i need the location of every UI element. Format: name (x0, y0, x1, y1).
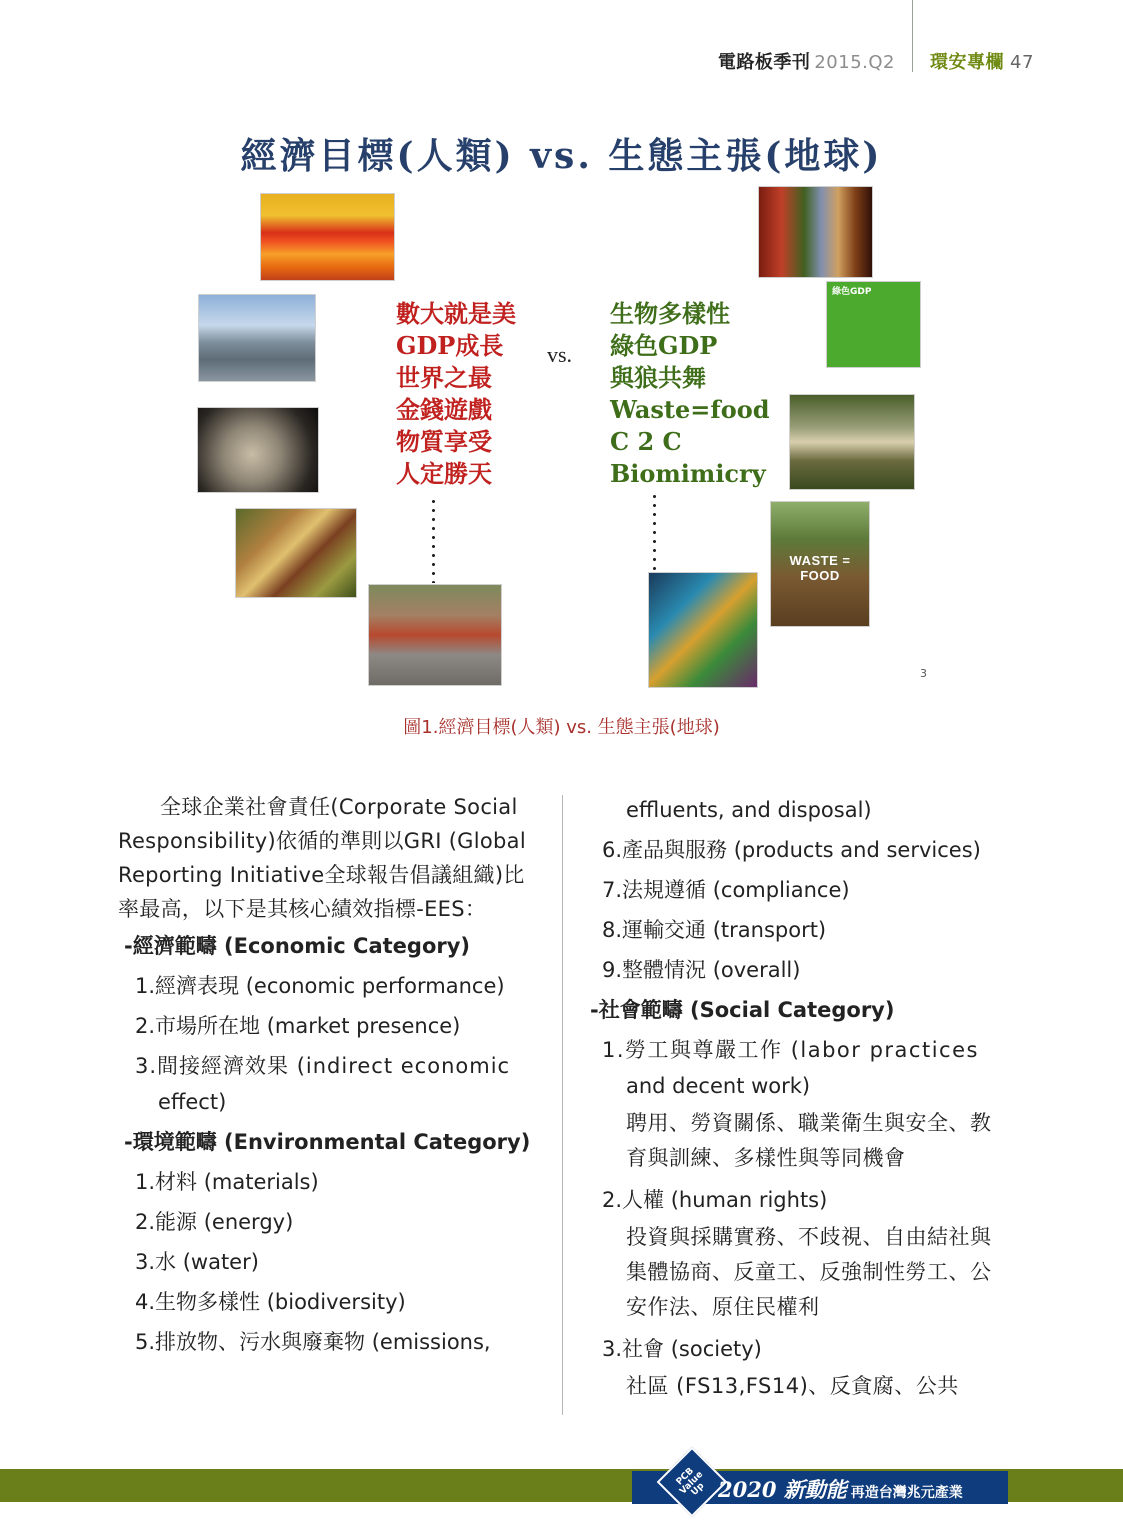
economic-heading: -經濟範疇 (Economic Category) (124, 934, 471, 958)
economic-item: 1.經濟表現 (economic performance) (135, 974, 505, 998)
flower-field-photo (260, 193, 395, 281)
figure-title: 經濟目標(人類) vs. 生態主張(地球) (240, 135, 883, 177)
economy-item: 金錢遊戲 (396, 395, 492, 424)
economic-item-continued: effect) (158, 1090, 227, 1114)
header-divider (912, 0, 913, 72)
environmental-item: 1.材料 (materials) (135, 1170, 319, 1194)
economy-dotted-connector (432, 497, 435, 583)
money-bags-photo (197, 407, 319, 493)
right-column (590, 790, 1005, 1408)
economy-item: 人定勝天 (396, 459, 492, 488)
economic-item: 2.市場所在地 (market presence) (135, 1014, 461, 1038)
intro-paragraph: 全球企業社會責任(Corporate Social Responsibility)依循的準則以GRI (Global Reporting Initiative全球報告倡議組織)比率最高，以下是其核心績效指標-EES： (118, 795, 526, 921)
vs-label: vs. (547, 342, 573, 367)
magazine-title: 電路板季刊 (717, 52, 811, 73)
economy-item: 世界之最 (396, 363, 492, 392)
social-item: 2.人權 (human rights) (602, 1188, 828, 1212)
magazine-name (718, 48, 895, 74)
environmental-item: 4.生物多樣性 (biodiversity) (135, 1290, 406, 1314)
environmental-item: 6.產品與服務 (products and services) (602, 838, 981, 862)
ecology-item: Biomimicry (610, 459, 766, 488)
fallingwater-house-photo (789, 394, 915, 490)
ecology-item: C 2 C (610, 427, 682, 456)
banquet-food-photo (235, 508, 357, 598)
footer-slogan-main: 2020 新動能 (718, 1477, 847, 1502)
footer-slogan (718, 1474, 963, 1504)
environmental-item: 9.整體情況 (overall) (602, 958, 801, 982)
ecology-item: 生物多樣性 (610, 299, 730, 328)
social-heading: -社會範疇 (Social Category) (590, 998, 895, 1022)
pcb-logo-text: PCB Value Up (674, 1466, 707, 1498)
ecology-item: 綠色GDP (610, 331, 718, 360)
economy-item: 物質享受 (396, 427, 492, 456)
environmental-item-continued: effluents, and disposal) (626, 798, 872, 822)
issue-number: 2015.Q2 (814, 52, 895, 73)
column-name: 環安專欄 (930, 52, 1004, 73)
economic-item: 3.間接經濟效果 (indirect economic (135, 1054, 511, 1078)
collapsed-building-photo (368, 584, 502, 686)
environmental-item: 5.排放物、污水與廢棄物 (emissions, (135, 1330, 491, 1354)
biomimicry-collage-photo (648, 572, 758, 688)
social-item-detail: 社區 (FS13,FS14)、反貪腐、公共 (626, 1374, 959, 1398)
ecology-item: Waste=food (610, 395, 770, 424)
social-item-detail: 投資與採購實務、不歧視、自由結社與集體協商、反童工、反強制性勞工、公安作法、原住民權利 (626, 1225, 992, 1319)
ecology-dotted-connector (653, 492, 656, 572)
ecology-goals-list (610, 298, 770, 490)
environmental-item: 7.法規遵循 (compliance) (602, 878, 850, 902)
economy-item: 數大就是美 (396, 299, 516, 328)
ecology-item: 與狼共舞 (610, 363, 706, 392)
city-skyline-photo (198, 294, 316, 382)
environmental-heading: -環境範疇 (Environmental Category) (124, 1130, 531, 1154)
column-header (930, 48, 1034, 74)
figure-caption: 圖1.經濟目標(人類) vs. 生態主張(地球) (403, 717, 720, 738)
environmental-item: 3.水 (water) (135, 1250, 259, 1274)
waste-food-label: WASTE = FOOD (789, 553, 851, 583)
book-cover-label: 綠色GDP (832, 287, 872, 297)
left-column (118, 790, 538, 1362)
footer-slogan-sub: 再造台灣兆元產業 (850, 1485, 963, 1501)
slide-number: 3 (920, 667, 927, 680)
economy-item: GDP成長 (396, 331, 504, 360)
social-item: 3.社會 (society) (602, 1337, 762, 1361)
environmental-item: 2.能源 (energy) (135, 1210, 294, 1234)
nature-collage-photo (758, 186, 873, 278)
social-item-detail: 聘用、勞資關係、職業衛生與安全、教育與訓練、多樣性與等同機會 (626, 1111, 992, 1170)
column-divider (562, 795, 563, 1415)
page-number: 47 (1010, 52, 1034, 73)
social-item: 1.勞工與尊嚴工作 (labor practices (602, 1038, 979, 1062)
environmental-item: 8.運輸交通 (transport) (602, 918, 827, 942)
social-item-continued: and decent work) (626, 1074, 811, 1098)
economy-goals-list (396, 298, 516, 490)
